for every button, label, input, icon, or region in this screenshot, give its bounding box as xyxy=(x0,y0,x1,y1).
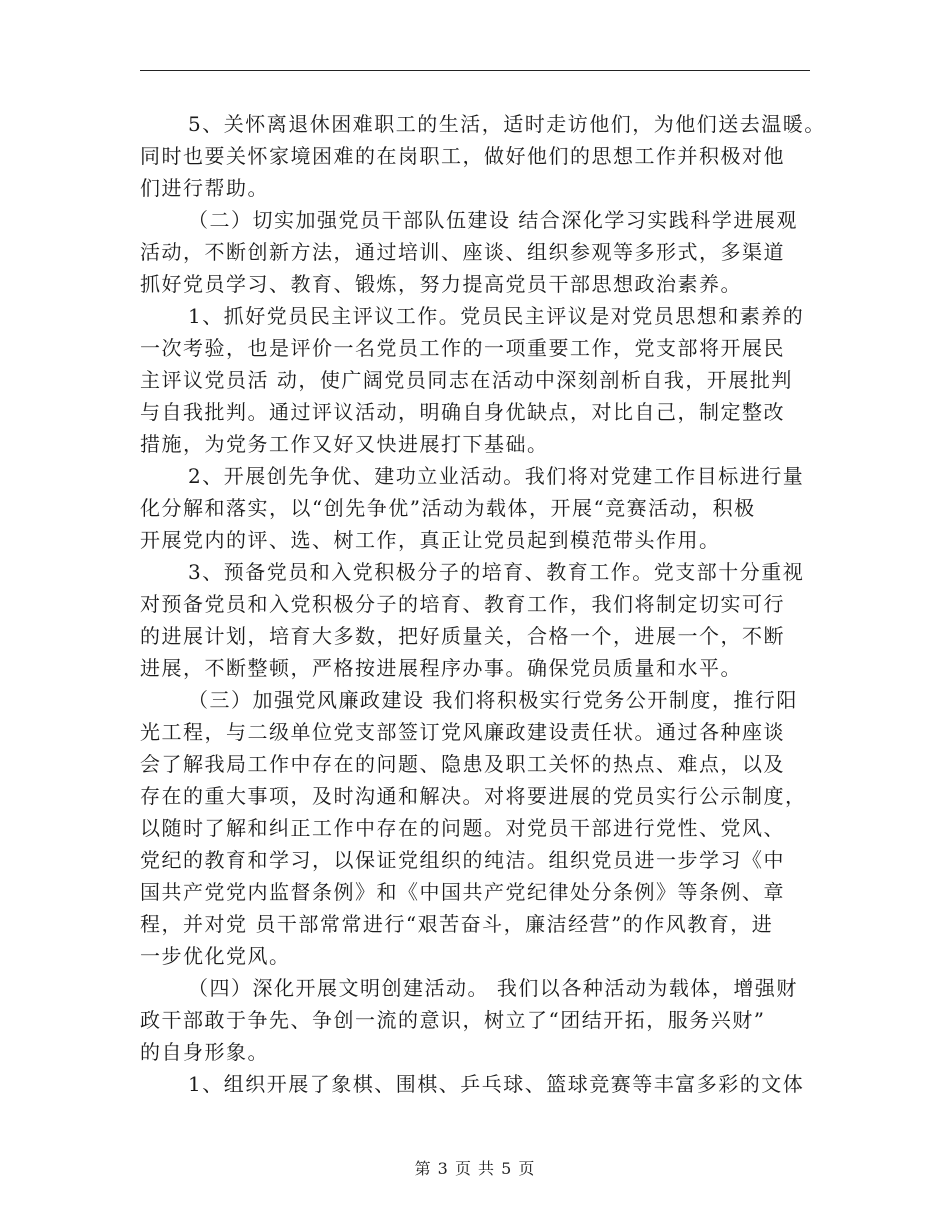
header-divider xyxy=(140,70,810,71)
text-line: 1、组织开展了象棋、围棋、乒乓球、篮球竞赛等丰富多彩的文体 xyxy=(188,1072,805,1096)
text-line: 的自身形象。 xyxy=(140,1040,269,1064)
text-line: 3、预备党员和入党积极分子的培育、教育工作。党支部十分重视 xyxy=(188,560,805,584)
text-line: 党纪的教育和学习，以保证党组织的纯洁。组织党员进一步学习《中 xyxy=(140,848,785,872)
section-heading: （三）加强党风廉政建设 我们将积极实行党务公开制度，推行阳 xyxy=(188,688,798,712)
page-number: 第 3 页 共 5 页 xyxy=(414,1159,536,1178)
text-line: 对预备党员和入党积极分子的培育、教育工作，我们将制定切实可行 xyxy=(140,592,785,616)
text-line: 与自我批判。通过评议活动，明确自身优缺点，对比自己，制定整改 xyxy=(140,400,785,424)
text-line: 存在的重大事项，及时沟通和解决。对将要进展的党员实行公示制度， xyxy=(140,784,807,808)
text-line: 化分解和落实，以“创先争优”活动为载体，开展“竞赛活动，积极 xyxy=(140,496,756,520)
section-heading: （二）切实加强党员干部队伍建设 结合深化学习实践科学进展观 xyxy=(188,208,798,232)
text-line: 抓好党员学习、教育、锻炼，努力提高党员干部思想政治素养。 xyxy=(140,272,742,296)
text-line: 光工程，与二级单位党支部签订党风廉政建设责任状。通过各种座谈 xyxy=(140,720,785,744)
text-line: 们进行帮助。 xyxy=(140,176,269,200)
text-line: 一步优化党风。 xyxy=(140,944,291,968)
text-line: 进展，不断整顿，严格按进展程序办事。确保党员质量和水平。 xyxy=(140,656,742,680)
text-line: 会了解我局工作中存在的问题、隐患及职工关怀的热点、难点，以及 xyxy=(140,752,785,776)
text-line: 程，并对党 员干部常常进行“艰苦奋斗，廉洁经营”的作风教育，进 xyxy=(140,912,774,936)
text-line: 活动，不断创新方法，通过培训、座谈、组织参观等多形式，多渠道 xyxy=(140,240,785,264)
text-line: 5、关怀离退休困难职工的生活，适时走访他们，为他们送去温暖。 xyxy=(188,112,826,136)
text-line: 同时也要关怀家境困难的在岗职工，做好他们的思想工作并积极对他 xyxy=(140,144,785,168)
text-line: 的进展计划，培育大多数，把好质量关，合格一个，进展一个，不断 xyxy=(140,624,785,648)
text-line: 2、开展创先争优、建功立业活动。我们将对党建工作目标进行量 xyxy=(188,464,805,488)
text-line: 1、抓好党员民主评议工作。党员民主评议是对党员思想和素养的 xyxy=(188,304,805,328)
text-line: 国共产党党内监督条例》和《中国共产党纪律处分条例》等条例、章 xyxy=(140,880,785,904)
text-line: 措施，为党务工作又好又快进展打下基础。 xyxy=(140,432,549,456)
text-line: 政干部敢于争先、争创一流的意识，树立了“团结开拓，服务兴财” xyxy=(140,1008,766,1032)
text-line: 以随时了解和纠正工作中存在的问题。对党员干部进行党性、党风、 xyxy=(140,816,785,840)
section-heading: （四）深化开展文明创建活动。 我们以各种活动为载体，增强财 xyxy=(188,976,798,1000)
text-line: 主评议党员活 动，使广阔党员同志在活动中深刻剖析自我，开展批判 xyxy=(140,368,793,392)
text-line: 开展党内的评、选、树工作，真正让党员起到模范带头作用。 xyxy=(140,528,721,552)
text-line: 一次考验，也是评价一名党员工作的一项重要工作，党支部将开展民 xyxy=(140,336,785,360)
